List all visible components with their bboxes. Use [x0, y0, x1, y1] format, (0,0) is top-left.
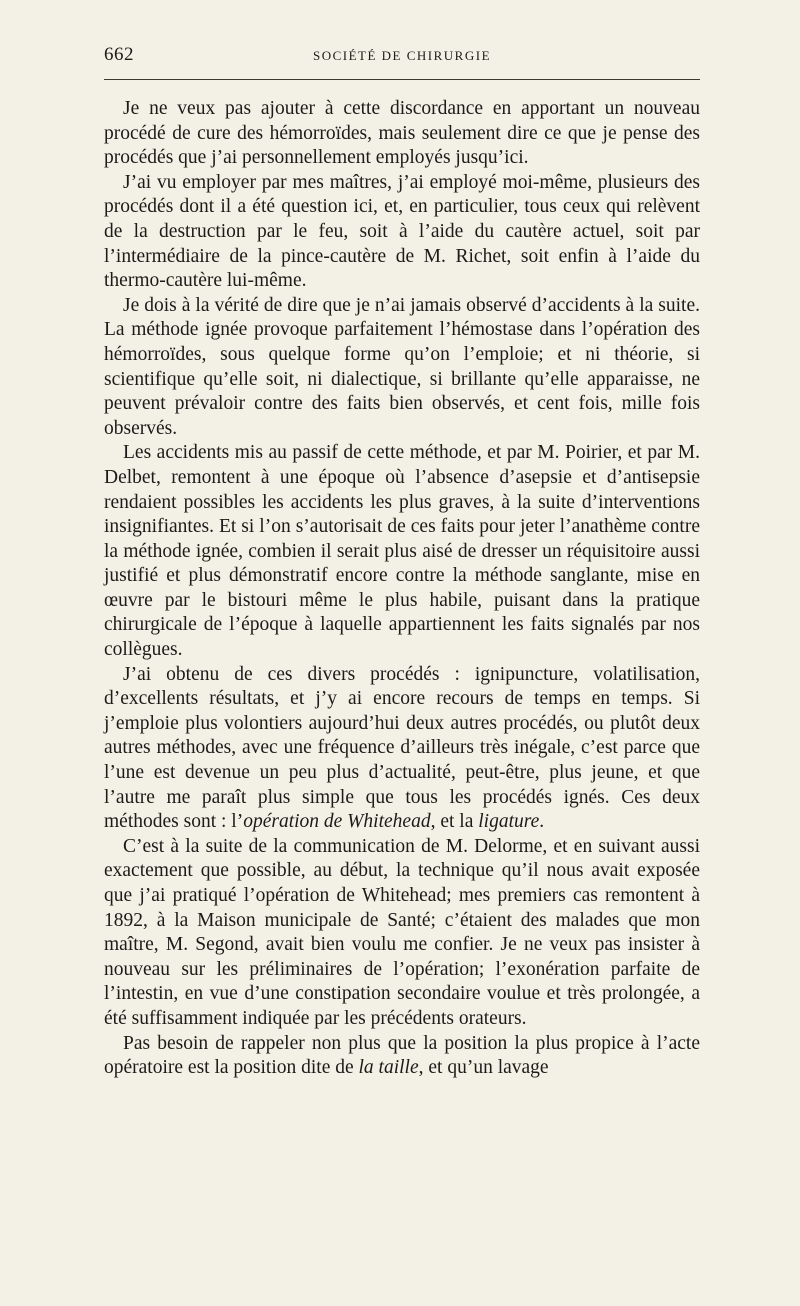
paragraph [104, 663, 700, 835]
paragraph-text: J’ai obtenu de ces divers procédés : ignipuncture, volatilisation, d’excellents résultats, et j’y ai encore recours de temps en temps. Si j’emploie plus volontiers aujourd’hui deux autres procédés, ou plutôt deux autres méthodes, avec une fréquence d’ailleurs très inégale, c’est parce que l’une est devenue un peu plus d’actualité, peut-être, plus jeune, et que l’autre me paraît plus simple que tous les procédés ignés. Ces deux méthodes sont : l’ [104, 663, 700, 833]
paragraph: Les accidents mis au passif de cette méthode, et par M. Poirier, et par M. Delbet, remontent à une époque où l’absence d’asepsie et d’antisepsie rendaient possibles les accidents les plus graves, à la suite d’interventions insignifiantes. Et si l’on s’autorisait de ces faits pour jeter l’anathème contre la méthode ignée, combien il serait plus aisé de dresser un réquisitoire aussi justifié et plus démonstratif encore contre la méthode sanglante, mise en œuvre par le bistouri même le plus habile, puisant dans la pratique chirurgicale de l’époque à laquelle appartiennent les faits signalés par nos collègues. [104, 442, 700, 661]
paragraph-text: . [539, 811, 545, 833]
paragraph: Je dois à la vérité de dire que je n’ai jamais observé d’accidents à la suite. La méthode ignée provoque parfaitement l’hémostase dans l’opération des hémorroïdes, sous quelque forme qu’on l’emploie; et ni théorie, si scientifique qu’elle soit, ni dialectique, si brillante qu’elle apparaisse, ne peuvent prévaloir contre des faits bien observés, et cent fois, mille fois observés. [104, 294, 700, 439]
paragraph-text: , et qu’un lavage [418, 1057, 549, 1079]
paragraph: C’est à la suite de la communication de M. Delorme, et en suivant aussi exactement que possible, au début, la technique qu’il nous avait exposée que j’ai pratiqué l’opération de Whitehead; mes premiers cas remontent à 1892, à la Maison municipale de Santé; c’étaient des malades que mon maître, M. Segond, avait bien voulu me confier. Je ne veux pas insister à nouveau sur les préliminaires de l’opération; l’exonération parfaite de l’intestin, en vue d’une constipation secondaire voulue et très prolongée, a été suffisamment indiquée par les précédents orateurs. [104, 835, 700, 1029]
paragraph: J’ai vu employer par mes maîtres, j’ai employé moi-même, plusieurs des procédés dont il a été question ici, et, en particulier, tous ceux qui relèvent de la destruction par le feu, soit à l’aide du cautère actuel, soit par l’intermédiaire de la pince-cautère de M. Richet, soit enfin à l’aide du thermo-cautère lui-même. [104, 171, 700, 292]
paragraph [104, 1032, 700, 1081]
italic-text: opération de Whitehead [243, 811, 431, 833]
page-number: 662 [104, 44, 134, 65]
paragraph-text: , et la [430, 811, 479, 833]
body-text [104, 97, 700, 1081]
italic-text: ligature [478, 811, 540, 833]
paragraph: Je ne veux pas ajouter à cette discordance en apportant un nouveau procédé de cure des hémorroïdes, mais seulement dire ce que je pense des procédés que j’ai personnellement employés jusqu’ici. [104, 98, 700, 169]
italic-text: la taille [358, 1057, 419, 1079]
header-rule [104, 79, 700, 80]
running-head: SOCIÉTÉ DE CHIRURGIE [312, 48, 492, 63]
paragraph-text: Pas besoin de rappeler non plus que la position la plus propice à l’acte opératoire est la position dite de [104, 1032, 700, 1079]
page-header [104, 44, 700, 72]
